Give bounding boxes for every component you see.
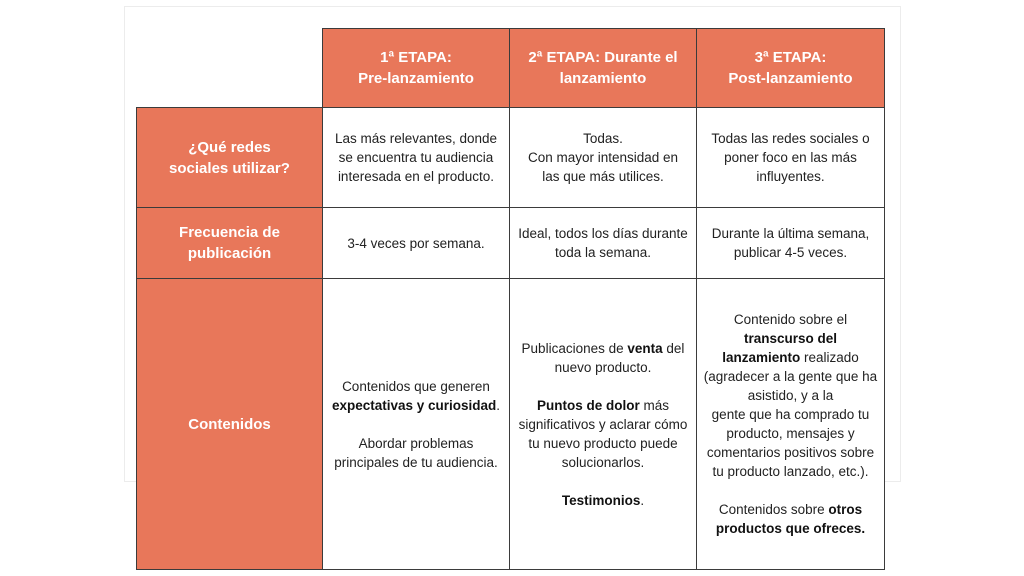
cell-text-line: significativos y aclarar cómo — [518, 416, 688, 432]
row-header-contents — [136, 279, 323, 570]
cell-text-line: Con mayor intensidad en — [527, 150, 679, 165]
cell-text-line: 3-4 veces por semana. — [347, 235, 485, 251]
cell-text-line: producto, mensajes y — [726, 426, 855, 441]
column-header-line: 2ª ETAPA: Durante el — [528, 49, 678, 66]
column-header-line: lanzamiento — [559, 70, 647, 87]
text-fragment: Publicaciones de — [521, 340, 628, 356]
cell-contents-post-launch — [697, 279, 885, 570]
table-corner-empty — [136, 28, 323, 108]
cell-text-line: interesada en el producto. — [337, 169, 495, 184]
cell-text-line: toda la semana. — [554, 245, 652, 260]
cell-text-line — [562, 491, 644, 510]
launch-strategy-table — [136, 28, 885, 570]
cell-networks-post-launch — [697, 108, 885, 208]
cell-text-line: publicar 4-5 veces. — [733, 245, 848, 260]
cell-text-line — [537, 396, 669, 415]
punctuation: . — [640, 492, 645, 508]
cell-text-line: poner foco en las más — [724, 150, 857, 165]
bold-phrase: productos que ofreces. — [715, 521, 866, 536]
text-fragment: del — [662, 340, 685, 356]
cell-text-line: comentarios positivos sobre — [706, 445, 875, 460]
bold-phrase: Puntos de dolor — [536, 397, 640, 413]
cell-text-line: asistido, y a la — [747, 388, 834, 403]
text-fragment: realizado — [800, 350, 859, 365]
column-header-line: 1ª ETAPA: — [380, 49, 452, 66]
row-header-line: Frecuencia de — [179, 224, 280, 241]
row-header-posting-frequency — [136, 208, 323, 279]
cell-text-line — [332, 396, 500, 415]
column-header-line: Pre-lanzamiento — [358, 70, 474, 87]
cell-contents-pre-launch — [323, 279, 510, 570]
cell-text-line: Contenido sobre el — [733, 312, 848, 327]
column-header-post-launch — [697, 28, 885, 108]
bold-phrase: transcurso del — [743, 331, 837, 346]
cell-networks-pre-launch — [323, 108, 510, 208]
row-header-line: Contenidos — [188, 415, 271, 433]
column-header-line: Post-lanzamiento — [728, 70, 853, 87]
cell-frequency-pre-launch — [323, 208, 510, 279]
cell-frequency-during-launch — [510, 208, 697, 279]
cell-text-line: Abordar problemas — [358, 435, 474, 451]
cell-networks-during-launch — [510, 108, 697, 208]
cell-text-line: las que más utilices. — [542, 169, 664, 184]
cell-text-line: solucionarlos. — [561, 454, 645, 470]
cell-text-line: (agradecer a la gente que ha — [703, 369, 878, 384]
punctuation: . — [496, 397, 501, 413]
cell-contents-during-launch — [510, 279, 697, 570]
cell-text-line: se encuentra tu audiencia — [338, 150, 494, 165]
bold-phrase: lanzamiento — [722, 350, 801, 365]
cell-text-line: influyentes. — [756, 169, 825, 184]
cell-text-line: nuevo producto. — [554, 359, 652, 375]
bold-phrase: venta — [627, 340, 663, 356]
row-header-social-networks — [136, 108, 323, 208]
column-header-during-launch — [510, 28, 697, 108]
cell-text-line: Durante la última semana, — [711, 226, 870, 241]
bold-phrase: expectativas y curiosidad — [331, 397, 497, 413]
row-header-line: sociales utilizar? — [169, 159, 290, 177]
cell-text-line — [719, 500, 862, 519]
cell-frequency-post-launch — [697, 208, 885, 279]
cell-text-line: Todas. — [583, 131, 623, 146]
cell-text-line — [522, 339, 685, 358]
cell-text-line: Contenidos que generen — [342, 378, 490, 394]
bold-phrase: Testimonios — [561, 492, 641, 508]
text-fragment: más — [639, 397, 669, 413]
column-header-line: 3ª ETAPA: — [754, 49, 827, 66]
row-header-line: ¿Qué redes — [188, 138, 271, 156]
cell-text-line: Las más relevantes, donde — [334, 131, 498, 146]
row-header-line: publicación — [187, 245, 272, 262]
cell-text-line: tu producto lanzado, etc.). — [712, 464, 869, 479]
bold-phrase: otros — [828, 502, 863, 517]
cell-text-line: tu nuevo producto puede — [528, 435, 678, 451]
cell-text-line: gente que ha comprado tu — [711, 407, 870, 422]
cell-text-line — [722, 348, 859, 367]
column-header-pre-launch — [323, 28, 510, 108]
cell-text-line: principales de tu audiencia. — [334, 454, 498, 470]
cell-text-line: Todas las redes sociales o — [711, 131, 870, 146]
cell-text-line: Ideal, todos los días durante — [518, 226, 688, 241]
text-fragment: Contenidos sobre — [718, 502, 829, 517]
